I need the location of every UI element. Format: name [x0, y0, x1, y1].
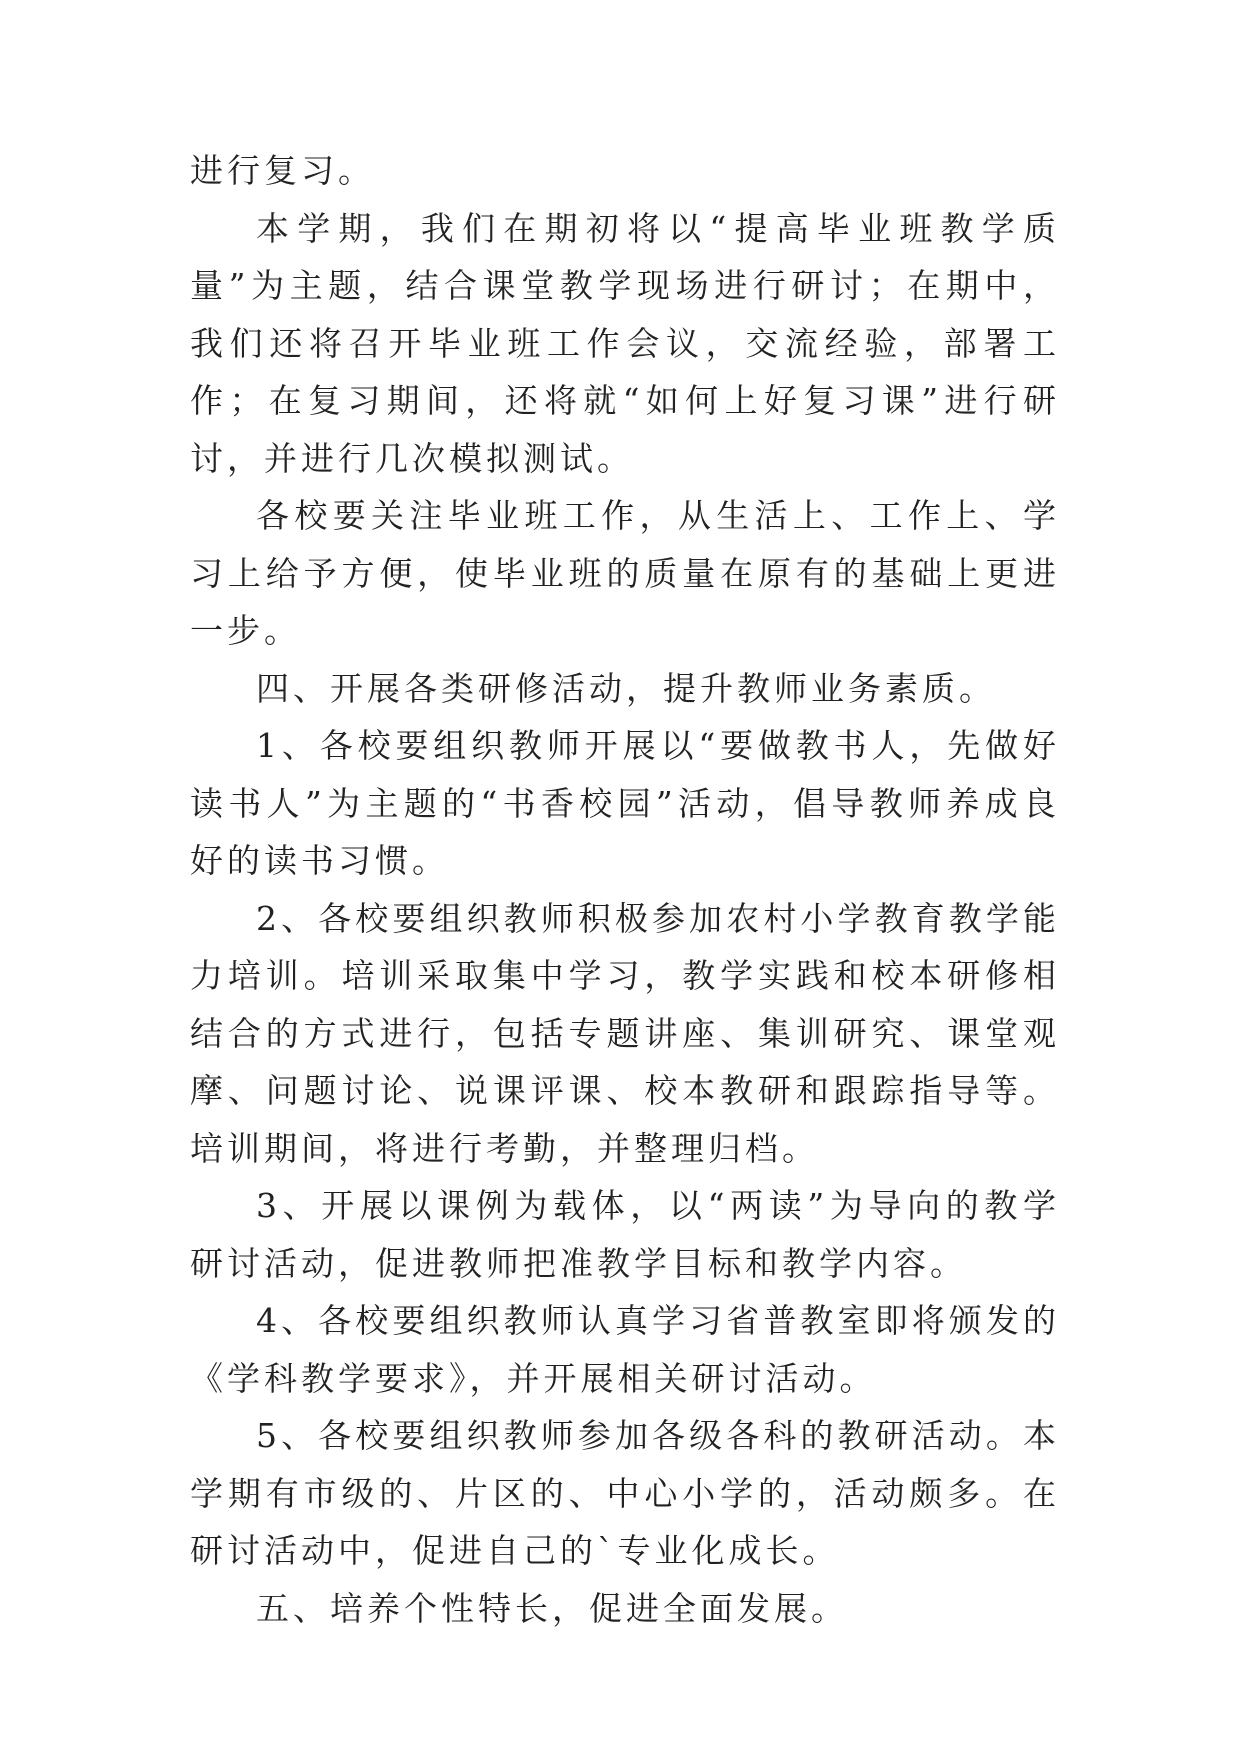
list-item-4: 4、各校要组织教师认真学习省普教室即将颁发的《学科教学要求》，并开展相关研讨活动。	[190, 1301, 1060, 1398]
list-item-3: 3、开展以课例为载体，以“两读”为导向的教学研讨活动，促进教师把准教学目标和教学内容。	[190, 1186, 1060, 1283]
list-item-5: 5、各校要组织教师参加各级各科的教研活动。本学期有市级的、片区的、中心小学的，活动颇多。在研讨活动中，促进自己的`专业化成长。	[190, 1416, 1060, 1570]
section-heading-5: 五、培养个性特长，促进全面发展。	[256, 1588, 848, 1628]
paragraph-semester-plan: 本学期，我们在期初将以“提高毕业班教学质量”为主题，结合课堂教学现场进行研讨；在期中，我们还将召开毕业班工作会议，交流经验，部署工作；在复习期间，还将就“如何上好复习课”进行研讨，并进行几次模拟测试。	[190, 208, 1060, 478]
list-item-2: 2、各校要组织教师积极参加农村小学教育教学能力培训。培训采取集中学习，教学实践和校本研修相结合的方式进行，包括专题讲座、集训研究、课堂观摩、问题讨论、说课评课、校本教研和跟踪指导等。培训期间，将进行考勤，并整理归档。	[190, 898, 1060, 1168]
paragraph-continued: 进行复习。	[190, 151, 375, 190]
paragraph-graduating-class: 各校要关注毕业班工作，从生活上、工作上、学习上给予方便，使毕业班的质量在原有的基础上更进一步。	[190, 496, 1060, 650]
document-body	[190, 142, 1060, 1637]
section-heading-4: 四、开展各类研修活动，提升教师业务素质。	[256, 668, 996, 708]
list-item-1: 1、各校要组织教师开展以“要做教书人，先做好读书人”为主题的“书香校园”活动，倡导教师养成良好的读书习惯。	[190, 726, 1060, 880]
